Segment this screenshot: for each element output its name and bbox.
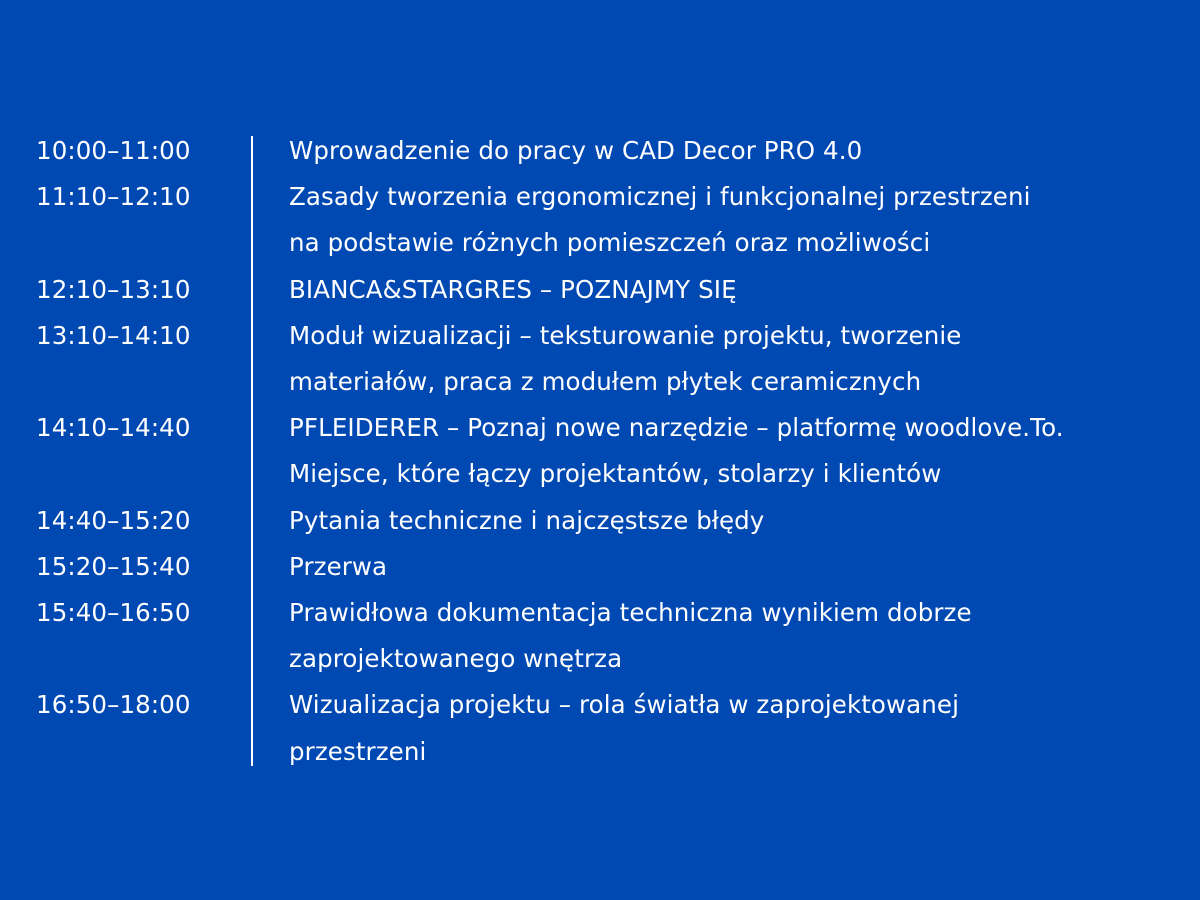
- schedule-row: [0, 267, 1200, 313]
- schedule-description-line: PFLEIDERER – Poznaj nowe narzędzie – platformę woodlove.To.: [289, 413, 1064, 443]
- schedule-description-line: Moduł wizualizacji – teksturowanie projektu, tworzenie: [289, 320, 962, 350]
- schedule-time: 14:40–15:20: [36, 505, 191, 535]
- schedule-description: [289, 544, 1189, 590]
- schedule-description: [289, 405, 1189, 497]
- schedule-description-line: Prawidłowa dokumentacja techniczna wynikiem dobrze: [289, 598, 972, 628]
- schedule-time: 16:50–18:00: [36, 690, 191, 720]
- schedule-description: [289, 590, 1189, 682]
- schedule-time: 11:10–12:10: [36, 182, 191, 212]
- schedule-description-line: Zasady tworzenia ergonomicznej i funkcjonalnej przestrzeni: [289, 182, 1031, 212]
- schedule-description-line: BIANCA&STARGRES – POZNAJMY SIĘ: [289, 274, 737, 304]
- schedule-description-line: Wprowadzenie do pracy w CAD Decor PRO 4.0: [289, 136, 863, 165]
- schedule-description: [289, 128, 1189, 174]
- schedule-description-line: Wizualizacja projektu – rola światła w zaprojektowanej: [289, 690, 959, 720]
- schedule-list: [0, 128, 1200, 775]
- schedule-time: 10:00–11:00: [36, 136, 191, 165]
- schedule-description: [289, 267, 1189, 313]
- schedule-time: 15:20–15:40: [36, 551, 191, 581]
- schedule-description: [289, 174, 1189, 266]
- schedule-description-line: na podstawie różnych pomieszczeń oraz możliwości: [289, 228, 931, 258]
- schedule-time: 13:10–14:10: [36, 320, 191, 350]
- schedule-row: [0, 682, 1200, 774]
- schedule-time: 14:10–14:40: [36, 413, 191, 443]
- schedule-description-line: Pytania techniczne i najczęstsze błędy: [289, 505, 765, 535]
- schedule-description-line: zaprojektowanego wnętrza: [289, 644, 623, 674]
- schedule-time: 15:40–16:50: [36, 598, 191, 628]
- schedule-time: 12:10–13:10: [36, 274, 191, 304]
- schedule-row: [0, 405, 1200, 497]
- schedule-description: [289, 682, 1189, 774]
- schedule-description-line: przestrzeni: [289, 736, 427, 766]
- schedule-description: [289, 313, 1189, 405]
- schedule-row: [0, 128, 1200, 174]
- schedule-description-line: Miejsce, które łączy projektantów, stolarzy i klientów: [289, 459, 942, 489]
- schedule-row: [0, 544, 1200, 590]
- schedule-description-line: Przerwa: [289, 551, 388, 581]
- schedule-description: [289, 498, 1189, 544]
- schedule-row: [0, 313, 1200, 405]
- schedule-description-line: materiałów, praca z modułem płytek ceramicznych: [289, 367, 922, 397]
- schedule-row: [0, 498, 1200, 544]
- schedule-row: [0, 590, 1200, 682]
- schedule-row: [0, 174, 1200, 266]
